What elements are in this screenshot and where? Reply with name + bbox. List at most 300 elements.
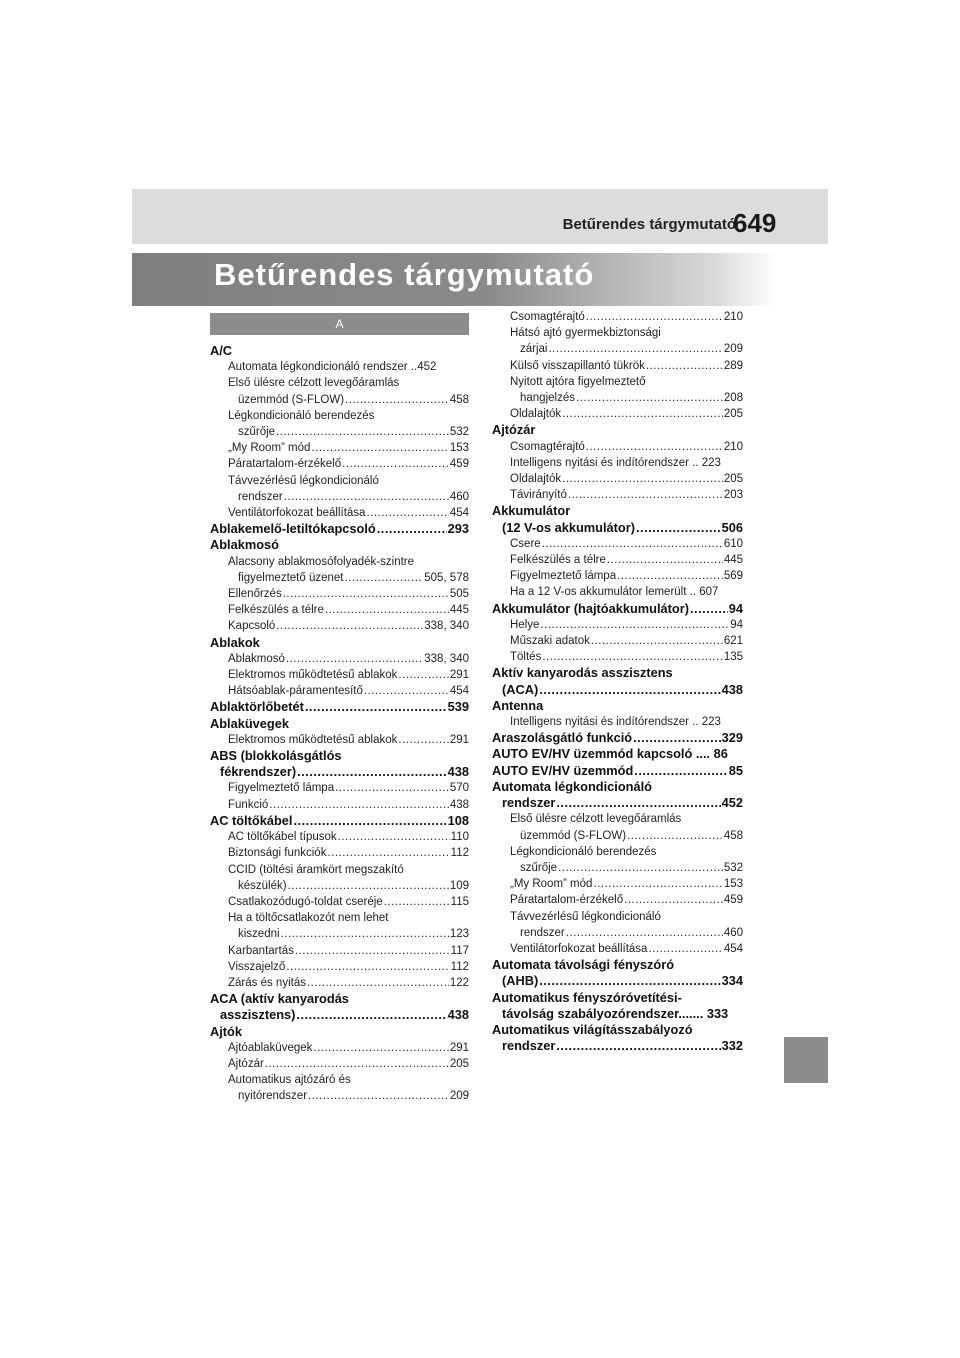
index-subentry [492,617,743,633]
dot-leader [366,505,448,521]
entry-text: Kapcsoló [228,620,276,633]
entry-line [228,473,469,489]
dot-leader [617,568,723,584]
index-subentry [210,408,469,440]
entry-line [228,1088,469,1104]
entry-line [510,552,743,568]
entry-line [228,602,469,618]
entry-line [228,1040,469,1056]
entry-line [228,926,469,942]
dot-leader [338,829,450,845]
index-column-right [492,309,743,1054]
entry-text: „My Room” mód [228,442,311,455]
entry-line [228,1056,469,1072]
entry-line [492,1022,743,1038]
index-subentry [210,602,469,618]
entry-text: Automatikus fényszóróvetítési- [492,989,682,1005]
entry-line [210,748,469,764]
index-subentry [210,505,469,521]
page-reference: 291 [449,669,469,682]
entry-text: Biztonsági funkciók [228,847,327,860]
page-reference: 532 [723,861,743,874]
page-reference: 338, 340 [424,652,469,665]
index-subentry [210,683,469,699]
dot-leader [556,795,720,811]
entry-line [510,536,743,552]
entry-line [228,943,469,959]
entry-text: Távirányító [510,489,567,502]
page-reference: 438 [447,764,469,780]
index-subentry [210,1056,469,1072]
entry-line [510,633,743,649]
entry-text: Távvezérlésű légkondicionáló [228,474,379,487]
entry-line [510,925,743,941]
entry-text: Automatikus ajtózáró és [228,1074,351,1087]
entry-text: Automatikus világításszabályozó [492,1021,693,1037]
page-reference: 329 [721,730,743,746]
entry-line [510,568,743,584]
index-subentry [210,359,469,375]
page-reference: 153 [449,442,469,455]
dot-leader [542,536,723,552]
entry-text: Felkészülés a télre [228,604,324,617]
entry-text: kiszedni [238,928,280,941]
index-subentry [210,440,469,456]
dot-leader [283,586,449,602]
entry-text: Külső visszapillantó tükrök [510,359,645,372]
entry-text: Ha a töltőcsatlakozót nem lehet [228,912,389,925]
entry-text: A/C [210,343,233,358]
entry-text: Akkumulátor [492,503,571,519]
entry-line [228,554,469,570]
page-reference: 205 [723,473,743,486]
index-subentry [492,876,743,892]
entry-text: Légkondicionáló berendezés [228,409,375,422]
entry-line [492,973,743,989]
dot-leader [593,876,722,892]
dot-leader [398,667,448,683]
entry-line [228,878,469,894]
page-reference: 458 [723,829,743,842]
index-subentry [210,894,469,910]
entry-text: Automata légkondicionáló [492,778,652,794]
entry-line [510,309,743,325]
entry-line [510,358,743,374]
page-reference: 135 [723,651,743,664]
index-entry [492,957,743,989]
index-entry [210,813,469,829]
dot-leader [276,424,449,440]
index-subentry [492,844,743,876]
entry-text: asszisztens) [220,1007,296,1023]
page-reference: 153 [723,878,743,891]
dot-leader [286,651,423,667]
entry-line [492,730,743,746]
entry-text: ABS (blokkolásgátlós [210,748,342,764]
entry-text: Karbantartás [228,944,294,957]
entry-line [210,764,469,780]
page-reference: 210 [723,311,743,323]
page-reference: 610 [723,537,743,550]
entry-text: Ventilátorfokozat beállítása [510,942,648,955]
index-entry [492,1022,743,1054]
dot-leader [566,925,723,941]
entry-line [210,1024,469,1040]
entry-text: Antenna [492,697,544,713]
dot-leader [646,358,723,374]
page-reference: 123 [449,928,469,941]
entry-line [510,811,743,827]
page-reference: 332 [721,1038,743,1054]
page-reference: 445 [723,554,743,567]
index-subentry [492,455,743,471]
page-reference: 460 [723,926,743,939]
entry-line [228,910,469,926]
dot-leader [548,341,722,357]
dot-leader [539,973,720,989]
entry-text: Légkondicionáló berendezés [510,845,657,858]
index-entry [210,991,469,1023]
dot-leader [633,730,721,746]
entry-line [228,862,469,878]
entry-text: Ablaküvegek [210,715,289,731]
entry-line [228,651,469,667]
entry-text: Ajtózár [228,1057,264,1070]
index-subentry [210,910,469,942]
index-subentry [210,554,469,586]
entry-line [510,439,743,455]
page-reference: 203 [723,489,743,502]
entry-text: zárjai [520,343,548,356]
index-subentry [492,552,743,568]
index-entry [210,635,469,651]
page-reference: 459 [723,894,743,907]
entry-line [510,341,743,357]
index-subentry [210,829,469,845]
dot-leader [586,439,723,455]
entry-text: nyitórendszer [238,1090,308,1103]
entry-line [210,521,469,537]
entry-text: Hátsó ajtó gyermekbiztonsági [510,327,661,340]
index-entry [492,763,743,779]
index-subentry [492,358,743,374]
index-subentry [210,797,469,813]
index-subentry [210,1040,469,1056]
entry-line [492,746,743,762]
index-subentry [210,732,469,748]
page-reference: 209 [449,1090,469,1103]
index-subentry [492,649,743,665]
page-reference: 85 [728,762,743,778]
index-subentry [492,941,743,957]
index-subentry [210,845,469,861]
entry-line [492,795,743,811]
page-title: Betűrendes tárgymutató [214,257,595,292]
entry-line [228,975,469,991]
entry-text: Csere [510,537,541,550]
entry-text: Aktív kanyarodás asszisztens [492,665,673,681]
index-entry [492,990,743,1022]
entry-line [228,1072,469,1088]
entry-line [510,860,743,876]
entry-line [228,440,469,456]
entry-line [228,408,469,424]
index-subentry [492,909,743,941]
dot-leader [335,780,449,796]
entry-line [510,617,743,633]
entry-text: Elektromos működtetésű ablakok [228,733,398,746]
dot-leader [297,764,447,780]
index-entry [210,748,469,780]
page-reference: 205 [449,1057,469,1070]
entry-text: Oldalajtók [510,473,562,486]
index-subentry [492,633,743,649]
entry-text: Ellenőrzés [228,588,282,601]
entry-text: Nyitott ajtóra figyelmeztető [510,375,646,388]
entry-text: (AHB) [502,973,539,989]
entry-text: üzemmód (S-FLOW) [238,393,345,406]
page-reference: 94 [728,600,743,616]
index-subentry [210,456,469,472]
entry-line [510,876,743,892]
dot-leader [542,649,722,665]
dot-leader [558,860,723,876]
index-subentry [492,325,743,357]
dot-leader [295,943,450,959]
dot-leader [377,521,447,537]
entry-text: AC töltőkábel típusok [228,831,337,844]
entry-line [510,471,743,487]
page-reference: 452 [721,795,743,811]
entry-text: (ACA) [502,681,539,697]
entry-text: „My Room” mód [510,878,593,891]
entry-text: AC töltőkábel [210,812,293,828]
entry-line [510,844,743,860]
page-reference: 505, 578 [424,571,469,584]
dot-leader [313,1040,448,1056]
index-entry [492,730,743,746]
entry-text: Ablaktörlőbetét [210,699,304,715]
dot-leader [540,617,729,633]
entry-line [228,845,469,861]
entry-text: szűrője [520,861,558,874]
page-reference: 569 [723,570,743,583]
entry-line [492,503,743,519]
dot-leader [325,602,449,618]
index-subentry [210,618,469,634]
entry-text: AUTO EV/HV üzemmód kapcsoló .... 86 [492,746,728,762]
entry-line [492,1038,743,1054]
entry-line [510,892,743,908]
entry-line [228,667,469,683]
entry-text: Akkumulátor (hajtóakkumulátor) [492,600,689,616]
entry-line [492,601,743,617]
entry-text: Oldalajtók [510,408,562,421]
page-reference: 205 [723,408,743,421]
dot-leader [562,471,723,487]
dot-leader [276,618,423,634]
entry-line [510,325,743,341]
entry-line [210,716,469,732]
index-subentry [492,471,743,487]
entry-text: Figyelmeztető lámpa [228,782,335,795]
entry-line [510,487,743,503]
entry-line [492,698,743,714]
entry-text: Helye [510,618,540,631]
entry-line [510,828,743,844]
entry-text: Páratartalom-érzékelő [228,458,342,471]
dot-leader [307,975,449,991]
entry-line [492,682,743,698]
entry-line [228,489,469,505]
entry-text: Ventilátorfokozat beállítása [228,507,366,520]
entry-text: készülék) [238,879,287,892]
entry-line [228,505,469,521]
entry-text: Csatlakozódugó-toldat cseréje [228,895,383,908]
entry-line [510,390,743,406]
page-reference: 115 [450,895,469,908]
entry-line [492,520,743,536]
entry-text: ACA (aktív kanyarodás [210,991,349,1007]
entry-line [210,991,469,1007]
entry-line [228,780,469,796]
page-reference: 291 [449,733,469,746]
page-reference: 338, 340 [424,620,469,633]
entry-text: Automata légkondicionáló rendszer ..452 [228,361,437,374]
entry-text: Ajtózár [492,422,536,438]
dot-leader [288,878,449,894]
page-reference: 459 [449,458,469,471]
entry-text: rendszer [238,490,283,503]
dot-leader [586,309,723,325]
index-subentry [492,892,743,908]
entry-line [510,374,743,390]
dot-leader [345,392,449,408]
entry-line [510,649,743,665]
page-reference: 458 [449,393,469,406]
entry-line [492,422,743,438]
page-reference: 445 [449,604,469,617]
index-entry [210,343,469,359]
index-subentry [210,375,469,407]
entry-text: Visszajelző [228,960,286,973]
dot-leader [284,489,449,505]
page-reference: 460 [449,490,469,503]
entry-text: Csomagtérajtó [510,440,585,453]
entry-text: rendszer [520,926,565,939]
dot-leader [265,1056,449,1072]
dot-leader [281,926,449,942]
entry-line [492,779,743,795]
index-entry [210,699,469,715]
entry-text: Alacsony ablakmosófolyadék-szintre [228,555,415,568]
entry-text: Ajtóablaküvegek [228,1041,313,1054]
entry-text: Töltés [510,651,542,664]
dot-leader [627,828,723,844]
index-subentry [492,584,743,600]
page-reference: 108 [447,812,469,828]
dot-leader [308,1088,449,1104]
entry-text: Intelligens nyitási és indítórendszer .. 223 [510,716,721,729]
entry-line [492,763,743,779]
page-reference: 505 [449,588,469,601]
entry-line [492,665,743,681]
entry-text: fékrendszer) [220,764,297,780]
entry-text: Első ülésre célzott levegőáramlás [228,377,400,390]
dot-leader [305,699,447,715]
dot-leader [344,570,423,586]
entry-text: Ha a 12 V-os akkumulátor lemerült .. 607 [510,586,719,599]
index-column-left [210,343,469,1105]
entry-line [510,455,743,471]
entry-text: Távvezérlésű légkondicionáló [510,910,661,923]
index-entry [492,746,743,762]
entry-text: Funkció [228,798,269,811]
entry-line [492,990,743,1006]
index-entry [210,1024,469,1040]
entry-text: Ablakmosó [228,652,285,665]
dot-leader [648,941,722,957]
index-subentry [210,586,469,602]
dot-leader [398,732,448,748]
entry-line [228,375,469,391]
entry-line [210,343,469,359]
page-reference: 210 [723,440,743,453]
entry-text: Intelligens nyitási és indítórendszer .. 223 [510,456,721,469]
index-subentry [210,943,469,959]
entry-line [228,732,469,748]
page-reference: 109 [449,879,469,892]
index-entry [210,521,469,537]
entry-text: üzemmód (S-FLOW) [520,829,627,842]
index-subentry [210,975,469,991]
index-entry [492,422,743,438]
entry-text: AUTO EV/HV üzemmód [492,762,634,778]
page-reference: 112 [450,960,469,973]
entry-line [228,586,469,602]
dot-leader [568,487,723,503]
page-reference: 438 [721,681,743,697]
entry-line [228,424,469,440]
dot-leader [269,797,449,813]
page-reference: 293 [447,521,469,537]
entry-line [228,959,469,975]
page-reference: 570 [449,782,469,795]
entry-line [210,1007,469,1023]
index-subentry [210,959,469,975]
entry-line [228,570,469,586]
entry-text: Ablakmosó [210,537,279,553]
index-entry [210,716,469,732]
dot-leader [634,763,728,779]
page-reference: 438 [447,1007,469,1023]
index-subentry [492,406,743,422]
page-reference: 112 [450,847,469,860]
entry-line [210,813,469,829]
entry-text: Zárás és nyitás [228,976,306,989]
entry-line [210,635,469,651]
thumb-index-tab [784,1037,828,1083]
index-subentry [492,536,743,552]
index-subentry [492,374,743,406]
index-entry [492,665,743,697]
entry-line [492,957,743,973]
page-reference: 289 [723,359,743,372]
page-reference: 209 [723,343,743,356]
entry-text: Automata távolsági fényszóró [492,957,675,973]
dot-leader [311,440,448,456]
entry-line [510,941,743,957]
